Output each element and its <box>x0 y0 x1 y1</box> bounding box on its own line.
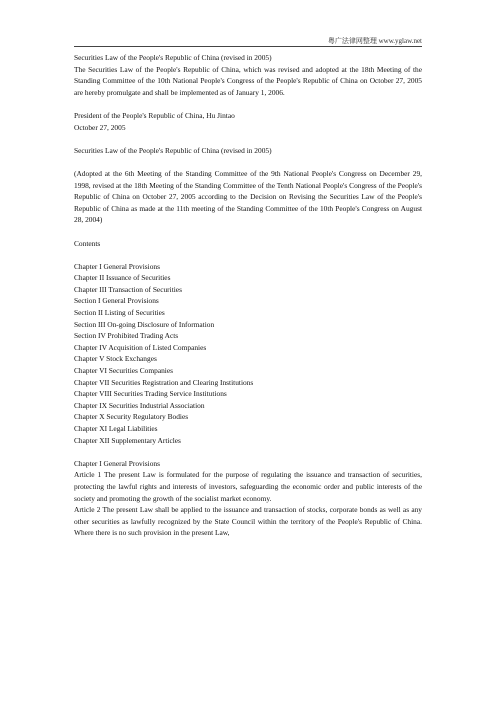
page-header: 粤广法律网整理 www.yglaw.net <box>327 37 422 45</box>
header-rule <box>74 46 422 47</box>
chapter-heading: Chapter I General Provisions <box>74 458 160 468</box>
toc-entry: Chapter XI Legal Liabilities <box>74 424 158 433</box>
signatory-line: President of the People's Republic of China, Hu Jintao <box>74 110 235 120</box>
toc-entry: Chapter I General Provisions <box>74 261 160 271</box>
toc-entry: Section IV Prohibited Trading Acts <box>74 331 179 341</box>
article-2: Article 2 The present Law shall be applied to the issuance and transaction of stocks, corporate bonds as well as any other securities as lawfully recognized by the State Council within the territory of the People's Republic of China. Where there is no such provision in the present Law, <box>74 505 422 538</box>
toc-entry: Chapter VIII Securities Trading Service Institutions <box>74 389 227 399</box>
promulgation-paragraph: The Securities Law of the People's Republic of China, which was revised and adopted at the 18th Meeting of the Standing Committee of the 10th National People's Congress of the People's Republic of China on October 27, 2005 are hereby promulgate and shall be implemented as of January 1, 2006. <box>74 64 422 97</box>
adoption-note: (Adopted at the 6th Meeting of the Standing Committee of the 9th National People's Congress on December 29, 1998, revised at the 18th Meeting of the Standing Committee of the Tenth National People's Congress of the People's Republic of China on October 27, 2005 according to the Decision on Revising the Securities Law of the People's Republic of China as made at the 11th meeting of the Standing Committee of the 10th People's Congress on August 28, 2004) <box>74 168 422 225</box>
toc-entry: Chapter X Security Regulatory Bodies <box>74 412 189 422</box>
toc-entry: Chapter IV Acquisition of Listed Companies <box>74 342 207 352</box>
toc-entry: Chapter V Stock Exchanges <box>74 354 157 364</box>
spacer <box>74 226 422 238</box>
document-body <box>74 52 422 539</box>
spacer <box>74 446 422 458</box>
toc-entry: Chapter II Issuance of Securities <box>74 273 171 283</box>
spacer <box>74 98 422 110</box>
document-title: Securities Law of the People's Republic of China (revised in 2005) <box>74 53 272 62</box>
toc-entry: Chapter XII Supplementary Articles <box>74 435 181 445</box>
spacer <box>74 249 422 261</box>
article-1: Article 1 The present Law is formulated for the purpose of regulating the issuance and transaction of securities, protecting the lawful rights and interests of investors, safeguarding the economic order and public interests of the society and promoting the growth of the socialist market economy. <box>74 470 422 503</box>
toc-entry: Section I General Provisions <box>74 296 159 306</box>
toc-entry: Chapter IX Securities Industrial Association <box>74 400 205 410</box>
toc-entry: Chapter III Transaction of Securities <box>74 284 182 294</box>
signed-date: October 27, 2005 <box>74 122 126 132</box>
spacer <box>74 133 422 145</box>
document-title-repeat: Securities Law of the People's Republic of China (revised in 2005) <box>74 145 272 155</box>
spacer <box>74 156 422 168</box>
table-of-contents <box>74 261 422 447</box>
toc-entry: Section II Listing of Securities <box>74 308 165 318</box>
toc-entry: Chapter VI Securities Companies <box>74 366 174 376</box>
toc-entry: Section III On-going Disclosure of Information <box>74 319 215 329</box>
contents-heading: Contents <box>74 238 101 248</box>
toc-entry: Chapter VII Securities Registration and Clearing Institutions <box>74 377 254 387</box>
